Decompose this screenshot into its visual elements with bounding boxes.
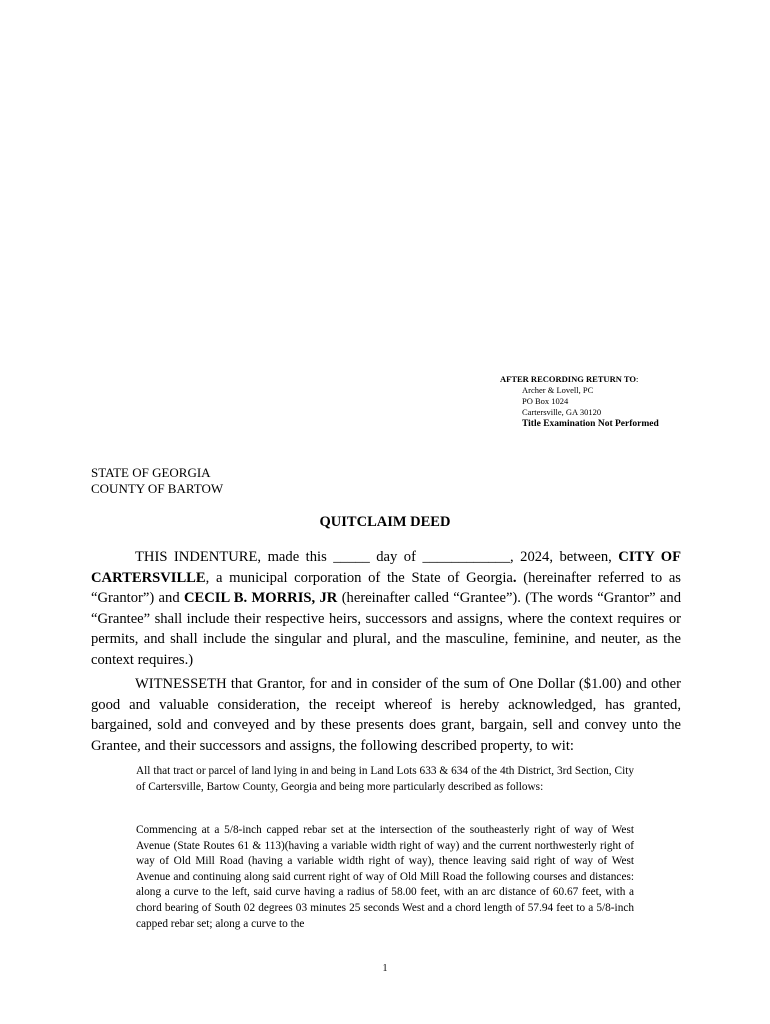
title-examination-note: Title Examination Not Performed [522,419,659,429]
return-address-line-1: Archer & Lovell, PC [522,385,594,395]
legal-description-commencing: Commencing at a 5/8-inch capped rebar set at the intersection of the southeasterly right of way of West Avenue (State Routes 61 & 113)(having a variable width right of way) and the current northwesterly right of way of Old Mill Road (having a variable width right of way), thence leaving said right of way of West Avenue and continuing along said current right of way of Old Mill Road the following courses and distances: along a curve to the left, said curve having a radius of 58.00 feet, with an arc distance of 60.67 feet, with a chord bearing of South 02 degrees 03 minutes 25 seconds West and a chord length of 57.94 feet to a 5/8-inch capped rebar set; along a curve to the [136,824,634,930]
indenture-text-2: , a municipal corporation of the State of Georgia [205,569,513,586]
legal-description-tract: All that tract or parcel of land lying in and being in Land Lots 633 & 634 of the 4th District, 3rd Section, City of Cartersville, Bartow County, Georgia and being more particularly described as follows: [136,765,634,793]
recording-return-block [500,374,750,430]
return-address-line-3: Cartersville, GA 30120 [522,407,602,417]
witnesseth-paragraph [91,674,681,756]
indenture-text-3: (hereinafter referred to as “Grantor”) and [91,569,681,606]
grantee-name: CECIL B. MORRIS, JR [183,590,338,606]
page-number: 1 [382,963,388,974]
indenture-period: . [512,569,517,586]
return-address-line-2: PO Box 1024 [522,396,569,406]
document-title: QUITCLAIM DEED [319,514,451,530]
venue-county: COUNTY OF BARTOW [91,481,224,496]
grantor-name: CITY OF CARTERSVILLE [91,549,681,586]
indenture-text-1: THIS INDENTURE, made this _____ day of ____________, 2024, between, [135,549,619,565]
recording-heading: AFTER RECORDING RETURN TO [500,374,636,384]
venue-state: STATE OF GEORGIA [91,465,211,480]
indenture-text-4: (hereinafter called “Grantee”). (The words “Grantor” and “Grantee” shall include their respective heirs, successors and assigns, where the context requires or permits, and shall include the singular and plural, and the masculine, feminine, and neuter, as the context requires.) [91,590,681,668]
witnesseth-text: WITNESSETH that Grantor, for and in consider of the sum of One Dollar ($1.00) and other good and valuable consideration, the receipt whereof is hereby acknowledged, has granted, bargained, sold and conveyed and by these presents does grant, bargain, sell and convey unto the Grantee, and their successors and assigns, the following described property, to wit: [91,676,681,754]
indenture-paragraph [91,547,681,670]
recording-heading-colon: : [635,374,639,384]
venue-block [91,465,223,497]
